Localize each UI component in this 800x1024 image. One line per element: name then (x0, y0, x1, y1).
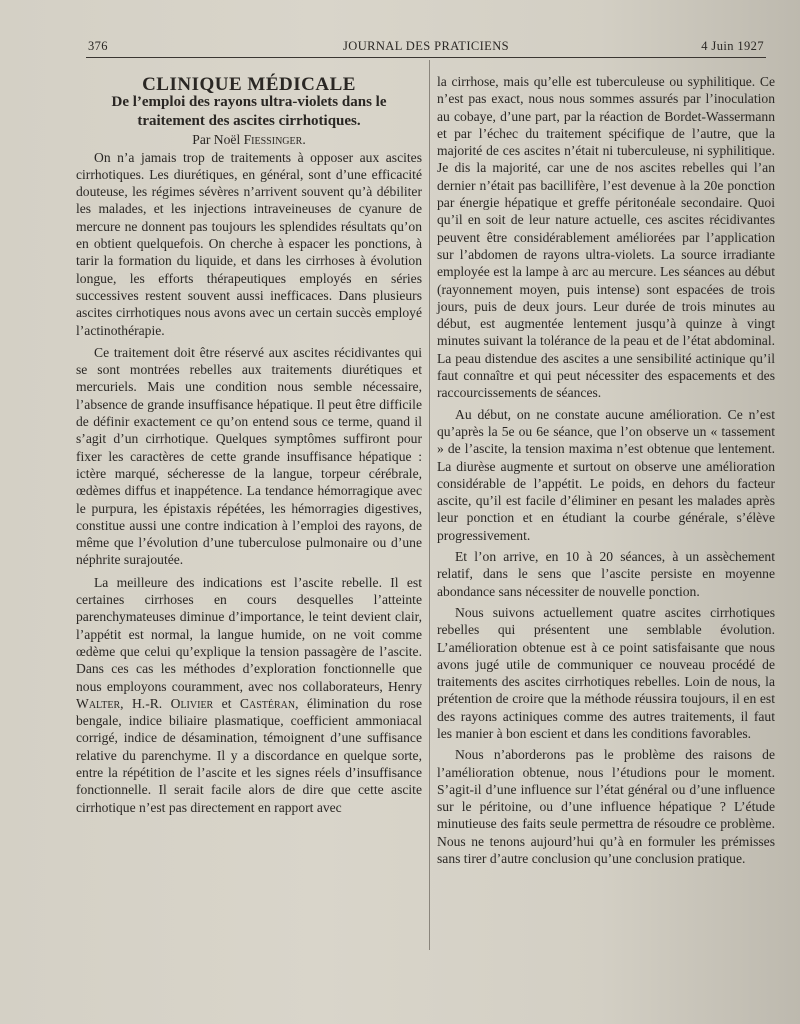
author-walter: Walter (76, 695, 121, 711)
journal-title: JOURNAL DES PRATICIENS (343, 39, 509, 53)
author-olivier: H.-R. Olivier (131, 695, 214, 711)
paragraph-indications-end: , élimination du rose bengale, indice biliaire plasmatique, coefficient ammoniacal corrigé, indice de désamination, témoignent d’une suffisance relative du parenchyme. Il y a discordance en quelque sorte, entre la répétition de l’ascite et les signes réels d’insuffisance fonctionnelle. Il serait facile alors de dire que cette ascite cirrhotique n’est pas directement en rapport avec (76, 695, 422, 815)
article-title: De l’emploi des rayons ultra-violets dans le traitement des ascites cirrhotiques. (111, 94, 387, 130)
column-divider (429, 60, 430, 950)
issue-date: 4 Juin 1927 (701, 39, 764, 53)
paragraph-contraindications: Ce traitement doit être réservé aux ascites récidivantes qui se sont montrées rebelles aux traitements diurétiques et mercuriels. Mais une condition nous semble nécessaire, l’absence de grande insuffisance hépatique. Il peut être difficile de définir exactement ce qu’on entend sous ce terme, quand il s’agit d’un cirrhotique. Quelques symptômes suffiront pour fixer les caractères de cette grande insuffisance hépatique : ictère marqué, sécheresse de la langue, torpeur cérébrale, œdèmes diffus et inappétence. La tendance hémorragique avec le purpura, les épistaxis répétées, les hémorragies digestives, constitue aussi une contre indication à l’emploi des rayons, de même que l’évolution d’une tuberculose pulmonaire ou d’une néphrite surajoutée. (76, 344, 422, 568)
paragraph-early-results: Au début, on ne constate aucune amélioration. Ce n’est qu’après la 5e ou 6e séance, que l’on observe un « tassement » de l’ascite, la tension maxima n’est obtenue que lentement. La diurèse augmente et surtout on observe une amélioration considérable de l’appétit. Le poids, en dehors du facteur ascite, qu’il est facile d’éliminer en pesant les malades après leur ponction et en étudiant la courbe générale, s’élève progressivement. (437, 406, 775, 543)
names-separator-1: , (120, 695, 132, 711)
page-number: 376 (88, 39, 108, 53)
names-separator-2: et (213, 695, 240, 711)
paragraph-drying: Et l’on arrive, en 10 à 20 séances, à un assèchement relatif, dans le sens que l’ascite persiste en moyenne abondance sans nécessiter de nouvelle ponction. (437, 549, 775, 599)
byline (76, 131, 422, 148)
header-rule (86, 57, 766, 58)
paragraph-intro: On n’a jamais trop de traitements à opposer aux ascites cirrhotiques. Les diurétiques, en général, sont d’une efficacité douteuse, les régimes sévères n’arrivent souvent qu’à débiliter les malades, et les injections intraveineuses de cyanure de mercure ne donnent pas toujours les splendides résultats qu’on en obtient quelquefois. On cherche à espacer les ponctions, à tarir la formation du liquide, et dans les cirrhoses à évolution longue, les efforts thérapeutiques employés en séries successives restent souvent aussi inefficaces. Dans plusieurs ascites cirrhotiques nous avons avec un certain succès employé l’actinothérapie. (76, 149, 422, 338)
paragraph-continuation: la cirrhose, mais qu’elle est tuberculeuse ou syphilitique. Ce n’est pas exact, nous nous sommes assurés par l’inoculation au cobaye, d’une part, par la réaction de Bordet-Wassermann et par l’échec du traitement spécifique de l’autre, que la majorité de ces ascites n’était ni tuberculeuse, ni syphilitique. Je dis la majorité, car une de nos ascites rebelles qui l’an dernier n’était pas bacillifère, l’est devenue à la 20e ponction par énergie hépatique et greffe péritonéale secondaire. Quoi qu’il en soit de leur nature actuelle, ces ascites récidivantes peuvent être considérablement améliorées par l’application sur l’abdomen de rayons ultra-violets. La source irradiante employée est la lampe à arc au mercure. Les séances au début (rayonnement moyen, puis intense) sont espacées de trois jours, puis de deux jours. Leur durée de trois minutes au début, est augmentée lentement jusqu’à quinze à vingt minutes suivant la tolérance de la peau et de l’état abdominal. La peau distendue des ascites a une sensibilité actinique qu’il faut connaître et qui peut nécessiter des espacements et des raccourcissements de séances. (437, 74, 775, 401)
author-casteran: Castéran (239, 695, 296, 711)
byline-suffix: . (302, 132, 306, 148)
paragraph-indications-start: La meilleure des indications est l’ascite rebelle. Il est certaines cirrhoses en cours desquelles l’atteinte parenchymateuses diminue d’importance, le teint devient clair, l’appétit est normal, la langue humide, on ne voit comme œdème que celui qu’explique la tension passagère de l’ascite. Dans ces cas les méthodes d’exploration fonctionnelle que nous employons couramment, avec nos collaborateurs, Henry (76, 574, 422, 694)
left-column (76, 76, 422, 816)
paragraph-conclusion: Nous n’aborderons pas le problème des raisons de l’amélioration obtenue, nous l’étudions pour le moment. S’agit-il d’une influence sur l’état général ou d’une influence sur le péritoine, ou d’une influence hépatique ? L’étude minutieuse des faits seule permettra de résoudre ce problème. Nous ne tenons aujourd’hui qu’à en formuler les prémisses sans tirer d’autre conclusion qu’une conclusion pratique. (437, 747, 775, 867)
byline-prefix: Par Noël (192, 132, 244, 148)
right-column (437, 73, 775, 867)
running-header (88, 37, 764, 57)
byline-author: Fiessinger (243, 132, 303, 148)
paragraph-cases: Nous suivons actuellement quatre ascites cirrhotiques rebelles qui présentent une semblable évolution. L’amélioration obtenue est à ce point satisfaisante que nous avons jugé utile de communiquer ce nouveau procédé de traitements des ascites cirrhotiques rebelles. Loin de nous, la prétention de croire que la méthode réussira toujours, il en est des rayons actiniques comme des autres traitements, il faut les manier à bon escient et dans les conditions favorables. (437, 604, 775, 741)
paragraph-indications (76, 574, 422, 816)
section-title: CLINIQUE MÉDICALE (142, 74, 356, 95)
